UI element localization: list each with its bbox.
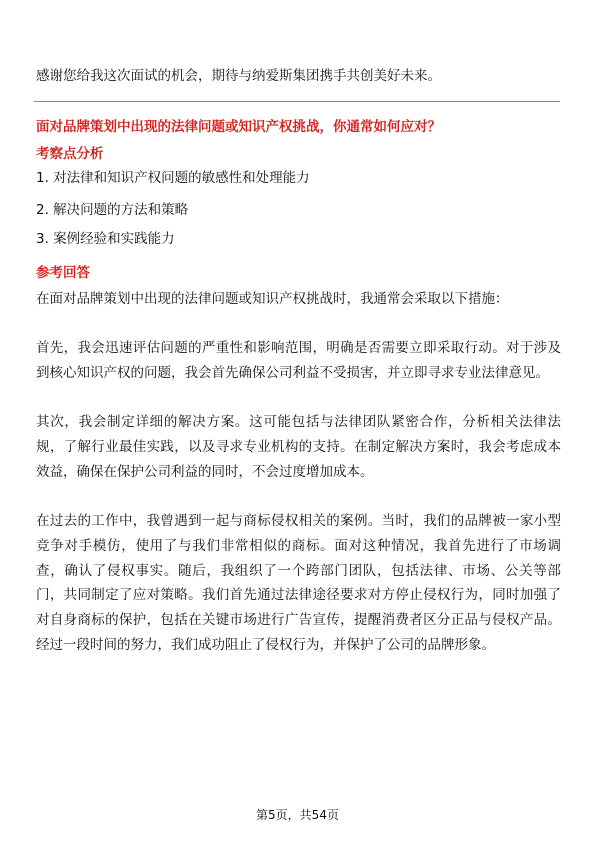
- answer-paragraph: 首先，我会迅速评估问题的严重性和影响范围，明确是否需要立即采取行动。对于涉及到核心知识产权的问题，我会首先确保公司利益不受损害，并立即寻求专业法律意见。: [36, 340, 561, 382]
- closing-line: 感谢您给我这次面试的机会，期待与纳爱斯集团携手共创美好未来。: [36, 68, 441, 84]
- section-divider: [34, 101, 560, 102]
- answer-paragraph: 其次，我会制定详细的解决方案。这可能包括与法律团队紧密合作，分析相关法律法规，了解行业最佳实践，以及寻求专业机构的支持。在制定解决方案时，我会考虑成本效益，确保在保护公司利益的同时，不会过度增加成本。: [36, 414, 561, 480]
- answer-paragraph: 在面对品牌策划中出现的法律问题或知识产权挑战时，我通常会采取以下措施：: [36, 291, 509, 307]
- page-number: 第5页，共54页: [256, 808, 339, 822]
- analysis-heading: 考察点分析: [36, 146, 104, 162]
- question-heading: 面对品牌策划中出现的法律问题或知识产权挑战，你通常如何应对？: [36, 119, 441, 135]
- answer-paragraph: 在过去的工作中，我曾遇到一起与商标侵权相关的案例。当时，我们的品牌被一家小型竞争对手模仿，使用了与我们非常相似的商标。面对这种情况，我首先进行了市场调查，确认了侵权事实。随后，我组织了一个跨部门团队，包括法律、市场、公关等部门，共同制定了应对策略。我们首先通过法律途径要求对方停止侵权行为，同时加强了对自身商标的保护，包括在关键市场进行广告宣传，提醒消费者区分正品与侵权产品。经过一段时间的努力，我们成功阻止了侵权行为，并保护了公司的品牌形象。: [36, 513, 561, 653]
- analysis-point: 1. 对法律和知识产权问题的敏感性和处理能力: [36, 170, 310, 186]
- answer-body: [36, 287, 561, 682]
- analysis-point: 2. 解决问题的方法和策略: [36, 202, 189, 218]
- analysis-point: 3. 案例经验和实践能力: [36, 231, 175, 247]
- answer-heading: 参考回答: [36, 265, 90, 281]
